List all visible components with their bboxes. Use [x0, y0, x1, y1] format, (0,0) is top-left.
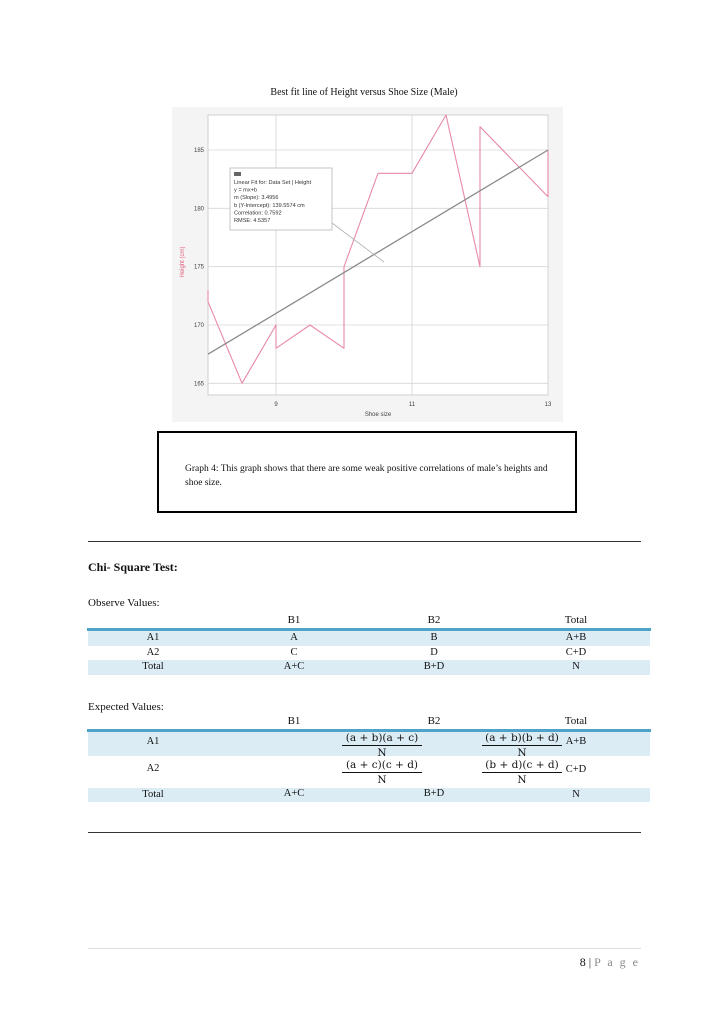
table-cell: C+D — [565, 647, 587, 658]
row-label: Total — [142, 789, 164, 800]
page-word: P a g e — [594, 955, 640, 969]
table-row — [88, 631, 650, 646]
expected-values-label: Expected Values: — [88, 701, 164, 713]
x-tick-label: 11 — [408, 402, 416, 408]
table-row — [88, 660, 650, 675]
annotation-line: y = mx+b — [234, 187, 258, 194]
row-label: Total — [142, 661, 164, 672]
table-row — [88, 758, 650, 786]
denominator: N — [517, 747, 527, 759]
expected-col-b2: B2 — [427, 715, 441, 727]
table-cell: A+B — [565, 736, 587, 747]
denominator: N — [517, 774, 527, 786]
annotation-line: b (Y-Intercept): 139.5574 cm — [234, 202, 305, 209]
chi-square-heading: Chi- Square Test: — [88, 560, 178, 574]
y-tick-label: 175 — [193, 264, 204, 271]
page-number: 8 — [579, 955, 586, 969]
observe-col-b1: B1 — [287, 614, 301, 626]
x-tick-label: 9 — [274, 402, 278, 408]
annotation-line: RMSE: 4.5357 — [234, 218, 271, 224]
height-vs-shoe-size-chart — [172, 107, 563, 422]
fraction-a1-b1 — [342, 732, 422, 759]
y-tick-label: 170 — [193, 323, 204, 329]
annotation-handle-icon — [234, 172, 241, 176]
row-label: A2 — [146, 647, 160, 658]
annotation-line: Linear Fit for: Data Set | Height — [234, 180, 312, 186]
numerator: (a + b)(b + d) — [482, 732, 562, 746]
footer-separator: | — [588, 955, 592, 969]
denominator: N — [377, 747, 387, 759]
page-footer — [560, 955, 640, 970]
graph-title: Best fit line of Height versus Shoe Size (Male) — [270, 87, 458, 98]
numerator: (a + b)(a + c) — [342, 732, 422, 746]
table-cell: C+D — [565, 764, 587, 775]
x-tick-label: 13 — [544, 402, 552, 408]
section-divider-bottom — [88, 832, 641, 833]
table-cell: B+D — [423, 788, 445, 799]
table-cell: A+B — [565, 632, 587, 643]
table-row — [88, 732, 650, 759]
y-tick-label: 165 — [193, 381, 204, 388]
table-row — [88, 788, 650, 802]
table-cell: B+D — [423, 661, 445, 672]
footer-rule — [88, 948, 641, 949]
table-cell: N — [572, 789, 580, 800]
table-row — [88, 646, 650, 660]
graph-caption: Graph 4: This graph shows that there are some weak positive correlations of male’s heights and shoe size. — [185, 464, 548, 488]
row-label: A1 — [146, 736, 160, 747]
denominator: N — [377, 774, 387, 786]
table-cell: A — [290, 632, 298, 643]
fraction-a2-b1 — [342, 759, 422, 786]
table-cell: N — [572, 661, 580, 672]
graph-caption-box — [157, 431, 577, 513]
y-tick-label: 185 — [193, 148, 204, 154]
table-cell: C — [290, 647, 298, 658]
annotation-line: Correlation: 0.7592 — [234, 210, 282, 217]
table-cell: A+C — [283, 661, 305, 672]
row-label: A2 — [146, 763, 160, 774]
numerator: (a + c)(c + d) — [342, 759, 422, 773]
observe-col-b2: B2 — [427, 614, 441, 626]
expected-col-b1: B1 — [287, 715, 301, 727]
table-cell: B — [430, 632, 438, 643]
y-tick-label: 180 — [193, 206, 204, 213]
table-cell: A+C — [283, 788, 305, 799]
table-cell: D — [430, 647, 438, 658]
y-axis-label: Height (cm) — [180, 246, 186, 278]
observe-values-label: Observe Values: — [88, 597, 160, 609]
numerator: (b + d)(c + d) — [482, 759, 562, 773]
expected-col-total: Total — [564, 715, 588, 727]
observe-col-total: Total — [564, 614, 588, 626]
row-label: A1 — [146, 632, 160, 643]
x-axis-label: Shoe size — [364, 412, 392, 418]
section-divider-top — [88, 541, 641, 542]
plot-area — [208, 115, 548, 395]
annotation-line: m (Slope): 3.4956 — [234, 195, 279, 202]
